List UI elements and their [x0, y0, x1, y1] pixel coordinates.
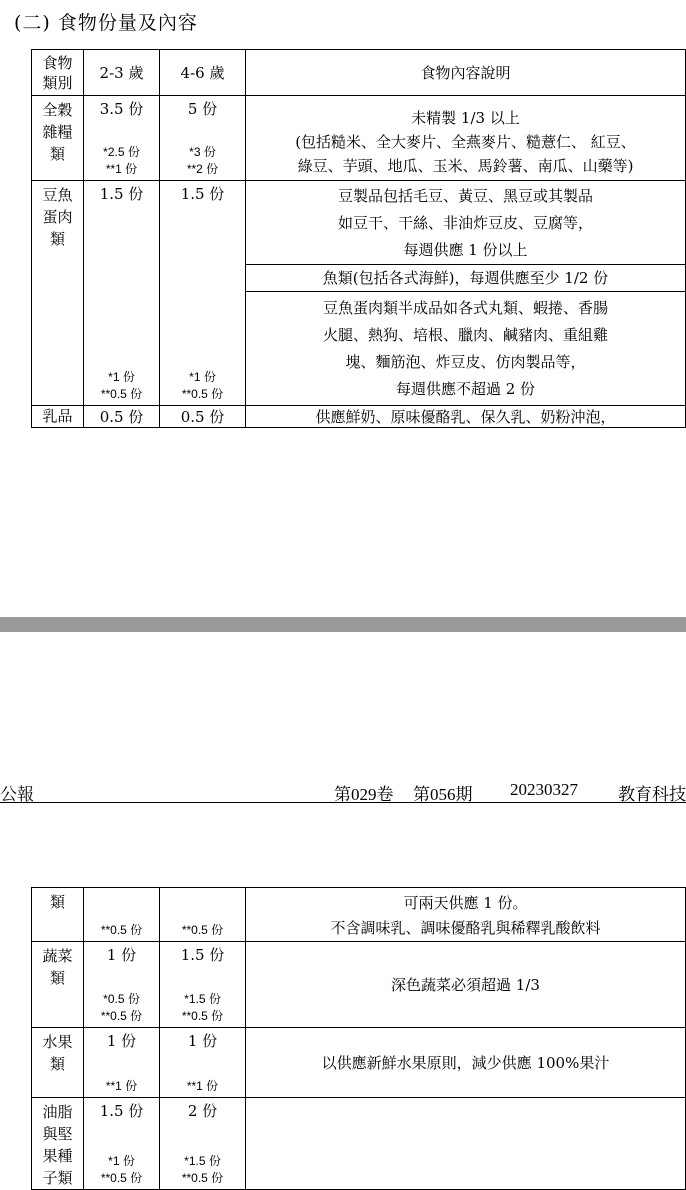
- serving-note: *0.5 份 **0.5 份: [100, 992, 143, 1023]
- food-table-part-1: [31, 49, 686, 428]
- table-row-oils-nuts: [32, 1098, 686, 1190]
- description-fruit: 以供應新鮮水果原則，減少供應 100%果汁: [246, 1028, 686, 1098]
- description-grains: 未精製 1/3 以上 (包括糙米、全大麥片、全燕麥片、糙薏仁、 紅豆、 綠豆、芋頭、地瓜、玉米、馬鈴薯、南瓜、山藥等): [246, 96, 686, 181]
- serving-note: *3 份 **2 份: [186, 145, 219, 176]
- description-dairy-cont: 可兩天供應 1 份。 不含調味乳、調味優酪乳與稀釋乳酸飲料: [246, 888, 686, 942]
- serving-4-6-protein: 1.5 份 *1 份 **0.5 份: [160, 181, 246, 406]
- serving-4-6-grains: 5 份 *3 份 **2 份: [160, 96, 246, 181]
- header-category: 食物 類別: [32, 50, 84, 96]
- table-row-grains: [32, 96, 686, 181]
- description-oils-nuts: [246, 1098, 686, 1190]
- table-row-dairy: [32, 406, 686, 428]
- serving-2-3-dairy-note: [84, 888, 160, 942]
- category-protein: 豆魚 蛋肉 類: [32, 181, 84, 406]
- category-fruit: 水果 類: [32, 1028, 84, 1098]
- serving-note: *1 份 **0.5 份: [100, 370, 143, 401]
- category-vegetables: 蔬菜 類: [32, 942, 84, 1028]
- gazette-page-header: [0, 780, 686, 803]
- category-dairy-cont: 類: [32, 888, 84, 942]
- serving-note: **0.5 份: [100, 923, 143, 937]
- page-separator: [0, 617, 686, 632]
- serving-note: **0.5 份: [181, 923, 224, 937]
- section-title: (二) 食物份量及內容: [14, 12, 198, 34]
- header-right: 教育科技: [618, 785, 686, 804]
- serving-note: *1.5 份 **0.5 份: [181, 1154, 224, 1185]
- description-vegetables: 深色蔬菜必須超過 1/3: [246, 942, 686, 1028]
- description-protein-processed: 豆魚蛋肉類半成品如各式丸類、蝦捲、香腸 火腿、熱狗、培根、臘肉、鹹豬肉、重組雞 塊、麵筋泡、炸豆皮、仿肉製品等， 每週供應不超過 2 份: [246, 292, 686, 406]
- serving-note: *1 份 **0.5 份: [181, 370, 224, 401]
- header-left: 公報: [0, 785, 34, 804]
- serving-2-3-fruit: 1 份 **1 份: [84, 1028, 160, 1098]
- header-date: 20230327: [510, 780, 578, 799]
- table-row-dairy-cont: [32, 888, 686, 942]
- serving-note: *2.5 份 **1 份: [103, 145, 140, 176]
- table-row-protein: [32, 181, 686, 265]
- serving-2-3-protein: 1.5 份 *1 份 **0.5 份: [84, 181, 160, 406]
- header-issue: 第056期: [413, 785, 473, 804]
- description-protein-fish: 魚類(包括各式海鮮)，每週供應至少 1/2 份: [246, 265, 686, 292]
- serving-2-3-dairy: 0.5 份: [84, 406, 160, 428]
- serving-4-6-dairy-note: [160, 888, 246, 942]
- serving-4-6-fruit: 1 份 **1 份: [160, 1028, 246, 1098]
- category-dairy: 乳品: [32, 406, 84, 428]
- header-age-4-6: 4-6 歲: [160, 50, 246, 96]
- category-oils-nuts: 油脂 與堅 果種 子類: [32, 1098, 84, 1190]
- table-row-fruit: [32, 1028, 686, 1098]
- description-protein-soy: 豆製品包括毛豆、黃豆、黑豆或其製品 如豆干、干絲、非油炸豆皮、豆腐等， 每週供應 1 份以上: [246, 181, 686, 265]
- serving-note: *1.5 份 **0.5 份: [181, 992, 224, 1023]
- header-description: 食物內容說明: [246, 50, 686, 96]
- table-header-row: [32, 50, 686, 96]
- header-volume: 第029卷: [334, 785, 394, 804]
- serving-note: **1 份: [186, 1079, 219, 1093]
- serving-4-6-vegetables: 1.5 份 *1.5 份 **0.5 份: [160, 942, 246, 1028]
- serving-4-6-oils-nuts: 2 份 *1.5 份 **0.5 份: [160, 1098, 246, 1190]
- category-grains: 全穀 雜糧 類: [32, 96, 84, 181]
- table-row-vegetables: [32, 942, 686, 1028]
- serving-2-3-vegetables: 1 份 *0.5 份 **0.5 份: [84, 942, 160, 1028]
- food-table-part-2: [31, 887, 686, 1190]
- header-age-2-3: 2-3 歲: [84, 50, 160, 96]
- serving-4-6-dairy: 0.5 份: [160, 406, 246, 428]
- serving-note: **1 份: [105, 1079, 138, 1093]
- description-dairy: 供應鮮奶、原味優酪乳、保久乳、奶粉沖泡，: [246, 406, 686, 428]
- serving-2-3-oils-nuts: 1.5 份 *1 份 **0.5 份: [84, 1098, 160, 1190]
- serving-note: *1 份 **0.5 份: [100, 1154, 143, 1185]
- serving-2-3-grains: 3.5 份 *2.5 份 **1 份: [84, 96, 160, 181]
